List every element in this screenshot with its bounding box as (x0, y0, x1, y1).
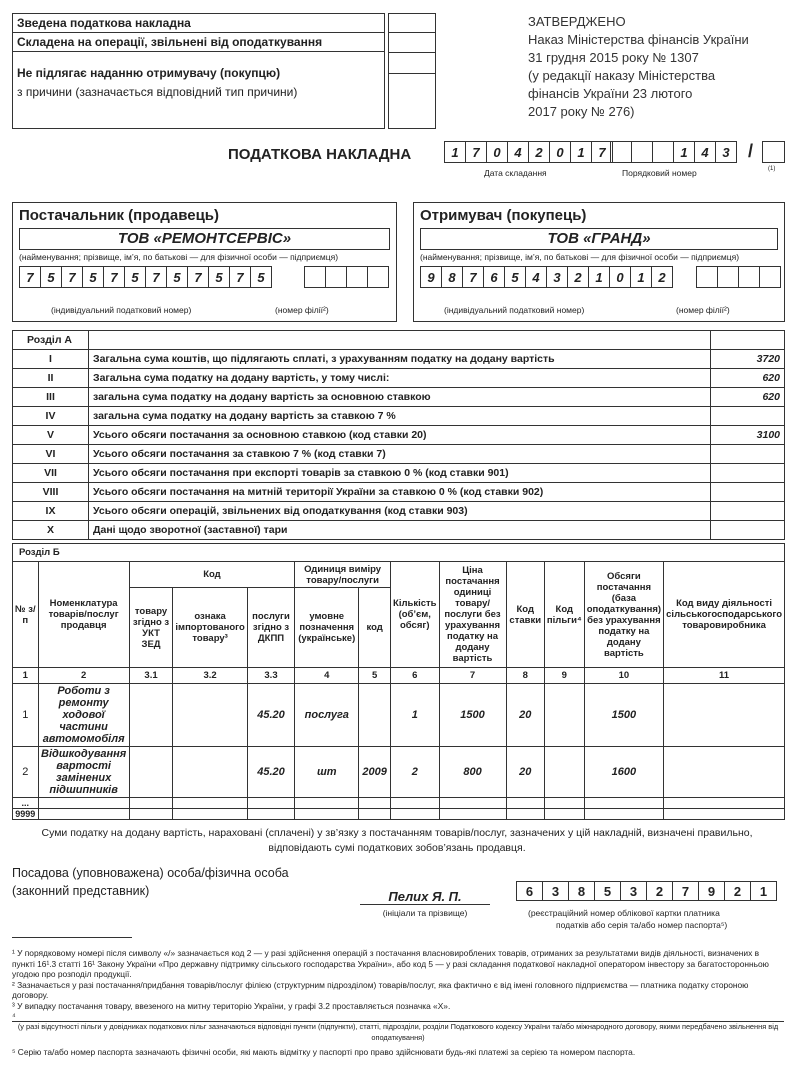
reg-digit-cell[interactable]: 9 (698, 881, 725, 901)
goods-cell-imp[interactable] (173, 747, 247, 798)
goods-cell (129, 809, 173, 820)
row-value[interactable]: 620 (711, 388, 785, 407)
number-cells[interactable] (610, 141, 737, 163)
date-digit-cell[interactable]: 2 (528, 141, 550, 163)
footnote-4-mark: ⁴ (12, 1011, 16, 1021)
row-value[interactable] (711, 483, 785, 502)
goods-cell (506, 798, 544, 809)
not-issued-label: Не підлягає наданню отримувачу (покупцю) (17, 66, 281, 80)
goods-cell (584, 809, 663, 820)
buyer-branch-label: (номер філії²) (676, 305, 730, 315)
row-code: V (13, 426, 89, 445)
seller-box (12, 202, 397, 322)
goods-row-extra (13, 798, 785, 809)
top-status-box (12, 13, 385, 129)
footnote-4: (у разі відсутності пільги у довідниках податкових пільг зазначаються відповідні пункти (підпункти), статті, підрозділи, розділи Податкового кодексу України та/або міжнародного договору, якими передбачено звільнення від оподаткування) (12, 1021, 784, 1043)
buyer-branch[interactable] (696, 266, 781, 288)
reg-digit-cell[interactable]: 5 (594, 881, 621, 901)
row-label: загальна сума податку на додану вартість за основною ставкою (89, 388, 711, 407)
reg-digit-cell[interactable]: 1 (750, 881, 777, 901)
goods-cell-act[interactable] (664, 684, 785, 747)
section-b-table (12, 543, 785, 820)
goods-cell-unit[interactable]: послуга (295, 684, 359, 747)
seller-name-hint: (найменування; прізвище, ім’я, по батькові — для фізичної особи — підприємця) (19, 252, 339, 262)
buyer-ipn-digit[interactable]: 9 (420, 266, 442, 288)
signer-name-hint: (ініціали та прізвище) (382, 908, 468, 918)
row-code: VI (13, 445, 89, 464)
flag-box-2[interactable] (388, 32, 436, 53)
row-label: Загальна сума податку на додану вартість, у тому числі: (89, 369, 711, 388)
buyer-ipn-digit[interactable]: 8 (441, 266, 463, 288)
footnote-divider (12, 937, 132, 938)
number-digit-cell[interactable] (631, 141, 653, 163)
row-code: II (13, 369, 89, 388)
row-code: X (13, 521, 89, 540)
goods-cell-qty[interactable]: 2 (391, 747, 439, 798)
buyer-title: Отримувач (покупець) (420, 207, 587, 224)
column-number: 3.3 (247, 668, 294, 684)
seller-ipn-digit[interactable]: 7 (103, 266, 125, 288)
goods-cell (38, 809, 129, 820)
buyer-ipn-label: (індивідуальний податковий номер) (444, 305, 585, 315)
seller-ipn-digit[interactable]: 5 (82, 266, 104, 288)
header-code: Код (129, 562, 295, 588)
signer-reg-hint-2: податків або серія та/або номер паспорта⁵) (556, 920, 728, 930)
reg-digit-cell[interactable]: 3 (620, 881, 647, 901)
number-digit-cell[interactable]: 3 (715, 141, 737, 163)
header-unit-name: умовне позначення (українське) (295, 588, 359, 668)
seller-ipn-digit[interactable]: 7 (61, 266, 83, 288)
buyer-ipn-digit[interactable]: 3 (546, 266, 568, 288)
branch-code-cell[interactable] (762, 141, 785, 163)
row-label: Загальна сума коштів, що підлягають сплаті, з урахуванням податку на додану вартість (89, 350, 711, 369)
footnote-ref: (1) (768, 166, 776, 172)
row-value[interactable] (711, 521, 785, 540)
signer-reg-cells[interactable] (516, 881, 777, 901)
section-a-row (13, 483, 785, 502)
goods-cell-qty[interactable]: 1 (391, 684, 439, 747)
approval-line: (у редакції наказу Міністерства (528, 68, 716, 83)
section-b-title: Розділ Б (13, 544, 785, 562)
number-digit-cell[interactable]: 4 (694, 141, 716, 163)
buyer-ipn-digit[interactable]: 5 (504, 266, 526, 288)
header-qty: Кількість (об’єм, обсяг) (391, 562, 439, 668)
goods-cell (439, 798, 506, 809)
section-a-row (13, 350, 785, 369)
goods-cell-imp[interactable] (173, 684, 247, 747)
header-import: ознака імпортованого товару³ (173, 588, 247, 668)
number-slash: / (748, 141, 754, 161)
buyer-box (413, 202, 785, 322)
row-code: I (13, 350, 89, 369)
date-digit-cell[interactable]: 0 (549, 141, 571, 163)
document-title: ПОДАТКОВА НАКЛАДНА (228, 146, 412, 163)
seller-ipn-digit[interactable]: 7 (19, 266, 41, 288)
date-digit-cell[interactable]: 7 (465, 141, 487, 163)
statement-text: Суми податку на додану вартість, нараховані (сплачені) у зв’язку з постачанням товарів/послуг, зазначених у цій накладній, визначені правильно, відповідають сумі податкових зобов’язань продавця. (41, 827, 753, 854)
approval-line: Наказ Міністерства фінансів України (528, 32, 749, 47)
header-rate: Код ставки (506, 562, 544, 668)
header-unit: Одиниця виміру товару/послуги (295, 562, 391, 588)
goods-cell-ucode[interactable]: 2009 (359, 747, 391, 798)
column-number: 6 (391, 668, 439, 684)
column-number: 11 (664, 668, 785, 684)
date-digit-cell[interactable]: 0 (486, 141, 508, 163)
number-digit-cell[interactable]: 1 (673, 141, 695, 163)
reg-digit-cell[interactable]: 2 (646, 881, 673, 901)
row-value[interactable]: 3720 (711, 350, 785, 369)
exempt-label: Складена на операції, звільнені від оподаткування (13, 33, 384, 52)
signer-name[interactable]: Пелих Я. П. (360, 889, 490, 905)
column-number: 4 (295, 668, 359, 684)
column-number: 3.2 (173, 668, 247, 684)
seller-ipn-digit[interactable]: 7 (187, 266, 209, 288)
goods-cell (391, 798, 439, 809)
goods-cell (391, 809, 439, 820)
section-a-table (12, 330, 785, 540)
goods-cell (173, 798, 247, 809)
row-label: Усього обсяги постачання за ставкою 7 % (код ставки 7) (89, 445, 711, 464)
signer-label-2: (законний представник) (12, 884, 150, 898)
buyer-ipn[interactable] (420, 266, 673, 288)
seller-branch[interactable] (304, 266, 389, 288)
date-digit-cell[interactable]: 1 (570, 141, 592, 163)
goods-cell-uktzed[interactable] (129, 684, 173, 747)
row-code: III (13, 388, 89, 407)
goods-cell (295, 809, 359, 820)
row-label: Дані щодо зворотної (заставної) тари (89, 521, 711, 540)
signer-reg-hint: (реєстраційний номер облікової картки платника (528, 908, 720, 918)
buyer-ipn-digit[interactable]: 2 (651, 266, 673, 288)
goods-cell (129, 798, 173, 809)
date-digit-cell[interactable]: 1 (444, 141, 466, 163)
goods-cell: 9999 (13, 809, 39, 820)
header-volume: Обсяги постачання (база оподаткування) без урахування податку на додану вартість (584, 562, 663, 668)
buyer-ipn-digit[interactable]: 0 (609, 266, 631, 288)
footnote-5: ⁵ Серію та/або номер паспорта зазначають фізичні особи, які мають відмітку у паспорті про право здійснювати будь-які платежі за серією та номером паспорта. (12, 1047, 636, 1057)
row-value[interactable] (711, 445, 785, 464)
goods-cell (584, 798, 663, 809)
goods-cell-volume[interactable]: 1500 (584, 684, 663, 747)
buyer-ipn-digit[interactable]: 6 (483, 266, 505, 288)
goods-cell (664, 809, 785, 820)
reg-digit-cell[interactable]: 7 (672, 881, 699, 901)
header-dkpp: послуги згідно з ДКПП (247, 588, 294, 668)
buyer-name-hint: (найменування; прізвище, ім’я, по батькові — для фізичної особи — підприємця) (420, 252, 740, 262)
seller-title: Постачальник (продавець) (19, 207, 220, 224)
column-number: 7 (439, 668, 506, 684)
seller-ipn-digit[interactable]: 5 (166, 266, 188, 288)
row-value[interactable]: 620 (711, 369, 785, 388)
goods-cell-act[interactable] (664, 747, 785, 798)
approval-line: фінансів України 23 лютого (528, 86, 693, 101)
signer-label: Посадова (уповноважена) особа/фізична особа (12, 866, 289, 880)
goods-cell-name[interactable]: Роботи з ремонту ходової частини автомомобіля (38, 684, 129, 747)
goods-cell (544, 809, 584, 820)
goods-cell (247, 809, 294, 820)
row-value[interactable]: 3100 (711, 426, 785, 445)
section-a-title: Розділ А (13, 331, 89, 350)
goods-cell-unit[interactable]: шт (295, 747, 359, 798)
header-name: Номенклатура товарів/послуг продавця (38, 562, 129, 668)
goods-cell (439, 809, 506, 820)
goods-cell (664, 798, 785, 809)
goods-cell-rate[interactable]: 20 (506, 747, 544, 798)
approval-block (528, 13, 749, 121)
footnote-3: ³ У випадку постачання товару, ввезеного на митну територію України, у графі 3.2 проставляється позначка «Х». (12, 1000, 451, 1011)
section-a-row (13, 388, 785, 407)
buyer-ipn-digit[interactable]: 1 (630, 266, 652, 288)
goods-cell-dkpp[interactable]: 45.20 (247, 684, 294, 747)
goods-cell-price[interactable]: 1500 (439, 684, 506, 747)
approval-line: 31 грудня 2015 року № 1307 (528, 50, 699, 65)
goods-cell (359, 809, 391, 820)
number-digit-cell[interactable] (610, 141, 632, 163)
goods-cell-benefit[interactable] (544, 684, 584, 747)
goods-cell-name[interactable]: Відшкодування вартості замінених підшипників (38, 747, 129, 798)
buyer-name[interactable]: ТОВ «ГРАНД» (420, 228, 778, 250)
column-number: 5 (359, 668, 391, 684)
row-label: загальна сума податку на додану вартість за ставкою 7 % (89, 407, 711, 426)
goods-cell-n: 1 (13, 684, 39, 747)
goods-cell-price[interactable]: 800 (439, 747, 506, 798)
footnote-1: ¹ У порядковому номері після символу «/» зазначається код 2 — у разі здійснення операцій з постачання власновироблених товарів, отриманих за результатами видів діяльності, визначених в пункті 16¹.3 статті 16¹ Закону України «Про державну підтримку сільського господарства України», або код 5 — у разі складання податкової накладної оператором інвестору за багатосторонньою угодою про розподіл продукції. (12, 948, 769, 979)
seller-branch-label: (номер філії²) (275, 305, 329, 315)
seller-ipn-digit[interactable]: 7 (229, 266, 251, 288)
column-number: 1 (13, 668, 39, 684)
column-number: 9 (544, 668, 584, 684)
header-price: Ціна постачання одиниці товару/послуги без урахування податку на додану вартість (439, 562, 506, 668)
column-number: 10 (584, 668, 663, 684)
row-value[interactable] (711, 407, 785, 426)
approval-title: ЗАТВЕРДЖЕНО (528, 14, 626, 29)
goods-row (13, 684, 785, 747)
reg-digit-cell[interactable]: 3 (542, 881, 569, 901)
goods-cell-n: 2 (13, 747, 39, 798)
seller-ipn-label: (індивідуальний податковий номер) (51, 305, 192, 315)
reason-label: з причини (зазначається відповідний тип причини) (17, 85, 298, 99)
reg-digit-cell[interactable]: 6 (516, 881, 543, 901)
row-value[interactable] (711, 464, 785, 483)
section-a-row (13, 521, 785, 540)
row-label: Усього обсяги постачання при експорті товарів за ставкою 0 % (код ставки 901) (89, 464, 711, 483)
header-unit-code: код (359, 588, 391, 668)
consolidated-label: Зведена податкова накладна (13, 14, 384, 33)
seller-ipn[interactable] (19, 266, 272, 288)
section-a-row (13, 502, 785, 521)
section-a-row (13, 426, 785, 445)
row-code: IX (13, 502, 89, 521)
date-digit-cell[interactable]: 4 (507, 141, 529, 163)
approval-line: 2017 року № 276) (528, 104, 635, 119)
number-digit-cell[interactable] (652, 141, 674, 163)
date-label: Дата складання (484, 168, 547, 178)
row-label: Усього обсяги постачання на митній території України за ставкою 0 % (код ставки 902) (89, 483, 711, 502)
goods-cell (295, 798, 359, 809)
section-a-row (13, 407, 785, 426)
footnote-2: ² Зазначається у разі постачання/придбання товарів/послуг філією (структурним підрозділом) товарів/послуг, яка фактично є від імені головного підприємства — платника податку стороною договору. (12, 979, 749, 1000)
seller-ipn-digit[interactable]: 5 (124, 266, 146, 288)
number-label: Порядковий номер (622, 168, 697, 178)
goods-cell: ... (13, 798, 39, 809)
buyer-ipn-digit[interactable]: 7 (462, 266, 484, 288)
row-label: Усього обсяги операцій, звільнених від оподаткування (код ставки 903) (89, 502, 711, 521)
row-value[interactable] (711, 502, 785, 521)
seller-ipn-digit[interactable]: 5 (208, 266, 230, 288)
goods-row-extra (13, 809, 785, 820)
column-number: 8 (506, 668, 544, 684)
goods-cell (38, 798, 129, 809)
goods-cell (247, 798, 294, 809)
reg-digit-cell[interactable]: 8 (568, 881, 595, 901)
flag-box-3[interactable] (388, 52, 436, 74)
seller-ipn-digit[interactable]: 5 (40, 266, 62, 288)
goods-cell (544, 798, 584, 809)
header-no: № з/п (13, 562, 39, 668)
buyer-ipn-digit[interactable]: 1 (588, 266, 610, 288)
footnotes (12, 948, 784, 1058)
header-benefit: Код пільги⁴ (544, 562, 584, 668)
goods-cell (359, 798, 391, 809)
buyer-ipn-digit[interactable]: 4 (525, 266, 547, 288)
goods-cell-ucode[interactable] (359, 684, 391, 747)
row-label: Усього обсяги постачання за основною ставкою (код ставки 20) (89, 426, 711, 445)
date-cells[interactable] (444, 141, 613, 163)
row-code: VII (13, 464, 89, 483)
date-digit-cell[interactable]: 7 (591, 141, 613, 163)
header-activity: Код виду діяльності сільськогосподарського товаровиробника (664, 562, 785, 668)
seller-name[interactable]: ТОВ «РЕМОНТСЕРВІС» (19, 228, 390, 250)
seller-ipn-digit[interactable]: 5 (250, 266, 272, 288)
goods-cell-volume[interactable]: 1600 (584, 747, 663, 798)
flag-box-4[interactable] (388, 73, 436, 129)
section-a-row (13, 369, 785, 388)
row-code: VIII (13, 483, 89, 502)
column-number: 2 (38, 668, 129, 684)
section-a-row (13, 464, 785, 483)
section-a-row (13, 445, 785, 464)
goods-cell (506, 809, 544, 820)
goods-cell-dkpp[interactable]: 45.20 (247, 747, 294, 798)
column-number: 3.1 (129, 668, 173, 684)
row-code: IV (13, 407, 89, 426)
buyer-ipn-digit[interactable]: 2 (567, 266, 589, 288)
header-uktzed: товару згідно з УКТ ЗЕД (129, 588, 173, 668)
seller-ipn-digit[interactable]: 7 (145, 266, 167, 288)
goods-row (13, 747, 785, 798)
goods-cell (173, 809, 247, 820)
flag-box-1[interactable] (388, 13, 436, 33)
goods-cell-benefit[interactable] (544, 747, 584, 798)
goods-cell-rate[interactable]: 20 (506, 684, 544, 747)
reg-digit-cell[interactable]: 2 (724, 881, 751, 901)
goods-cell-uktzed[interactable] (129, 747, 173, 798)
